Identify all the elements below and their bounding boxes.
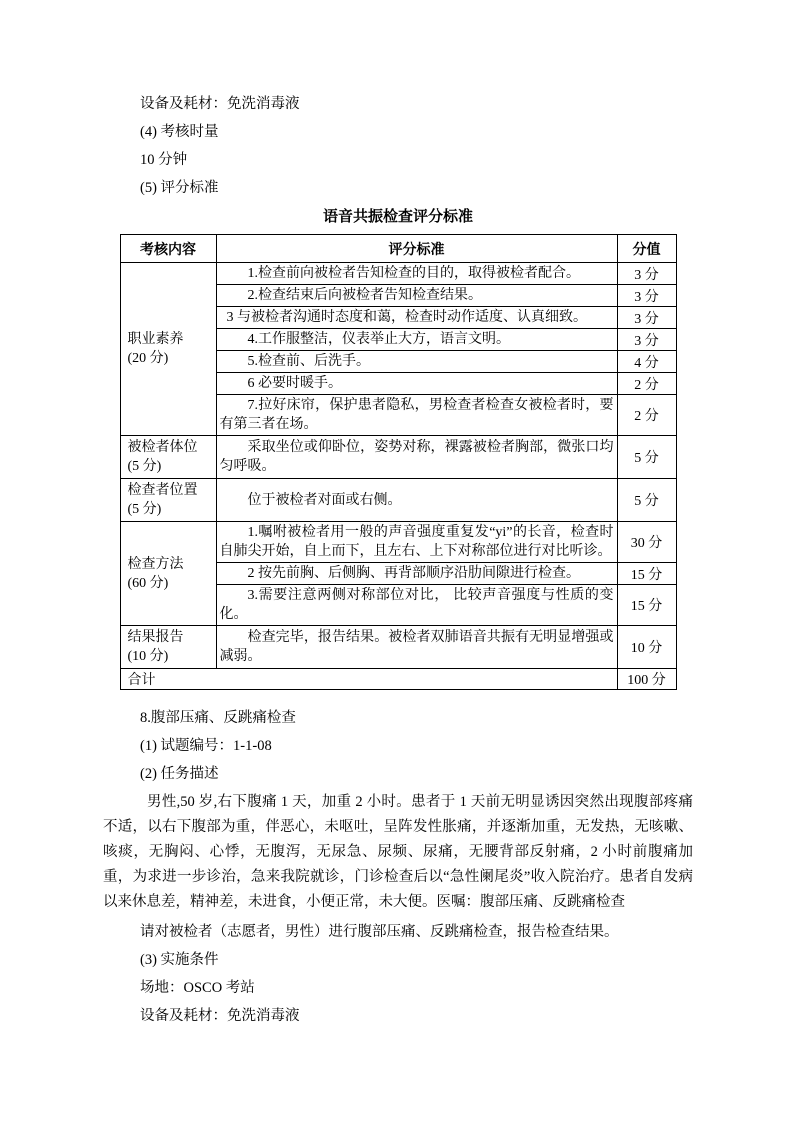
item-2-line: (2) 任务描述: [140, 766, 219, 782]
criteria-cell: 2 按先前胸、后侧胸、再背部顺序沿肋间隙进行检查。: [216, 563, 617, 585]
section-8-heading: 8.腹部压痛、反跳痛检查: [140, 710, 296, 726]
criteria-cell: 1.嘱咐被检者用一般的声音强度重复发“yi”的长音，检查时自肺尖开始，自上而下，且左右、上下对称部位进行对比听诊。: [216, 522, 617, 563]
criteria-cell: 位于被检者对面或右侧。: [216, 479, 617, 522]
total-score: 100 分: [617, 669, 676, 690]
table-row: [120, 522, 676, 563]
category-name: 检查方法: [127, 556, 184, 572]
document-content: [103, 92, 693, 1032]
category-cell-subject-position: [120, 436, 216, 479]
category-name: 职业素养: [127, 332, 184, 347]
category-name: 结果报告: [127, 630, 184, 645]
score-cell: 5 分: [617, 436, 676, 479]
item-5-heading: (5) 评分标准: [140, 180, 219, 196]
criteria-cell: 3 与被检者沟通时态度和蔼，检查时动作适度、认真细致。: [216, 307, 617, 329]
header-criteria: 评分标准: [216, 235, 617, 263]
criteria-cell: 6 必要时暖手。: [216, 373, 617, 395]
criteria-cell: 检查完毕，报告结果。被检者双肺语音共振有无明显增强或减弱。: [216, 626, 617, 669]
category-name: 检查者位置: [127, 483, 198, 498]
category-name: 被检者体位: [127, 440, 198, 455]
task-request-line: 请对被检者（志愿者，男性）进行腹部压痛、反跳痛检查，报告检查结果。: [140, 924, 619, 940]
criteria-cell: 采取坐位或仰卧位，姿势对称，裸露被检者胸部，微张口均匀呼吸。: [216, 436, 617, 479]
criteria-cell: 5.检查前、后洗手。: [216, 351, 617, 373]
category-cell-examiner-position: [120, 479, 216, 522]
item-1-line: (1) 试题编号：1-1-08: [140, 738, 272, 754]
item-3-line: (3) 实施条件: [140, 952, 219, 968]
table-row: [120, 436, 676, 479]
score-cell: 5 分: [617, 479, 676, 522]
total-label: 合计: [120, 669, 617, 690]
criteria-cell: 2.检查结束后向被检者告知检查结果。: [216, 285, 617, 307]
score-cell: 3 分: [617, 307, 676, 329]
equipment-line-2: 设备及耗材：免洗消毒液: [140, 1008, 300, 1024]
category-score: (60 分): [127, 575, 169, 591]
criteria-cell: 7.拉好床帘，保护患者隐私，男检查者检查女被检者时，要有第三者在场。: [216, 395, 617, 436]
score-cell: 2 分: [617, 395, 676, 436]
table-header-row: [120, 235, 676, 263]
score-cell: 15 分: [617, 585, 676, 626]
category-score: (5 分): [127, 502, 162, 517]
venue-line: 场地：OSCO 考站: [140, 980, 255, 996]
criteria-cell: 1.检查前向被检者告知检查的目的，取得被检者配合。: [216, 263, 617, 285]
score-cell: 3 分: [617, 285, 676, 307]
table-row: [120, 479, 676, 522]
category-cell-exam-method: [120, 522, 216, 626]
category-cell-result-report: [120, 626, 216, 669]
category-score: (10 分): [127, 649, 169, 664]
score-cell: 10 分: [617, 626, 676, 669]
category-score: (5 分): [127, 459, 162, 474]
table-row: [120, 263, 676, 285]
score-cell: 15 分: [617, 563, 676, 585]
category-score: (20 分): [127, 351, 169, 366]
equipment-line: 设备及耗材：免洗消毒液: [140, 96, 300, 112]
header-assess-content: 考核内容: [120, 235, 216, 263]
category-cell-professionalism: [120, 263, 216, 436]
header-score: 分值: [617, 235, 676, 263]
criteria-cell: 4.工作服整洁，仪表举止大方，语言文明。: [216, 329, 617, 351]
score-cell: 2 分: [617, 373, 676, 395]
table-total-row: [120, 669, 676, 690]
item-4-heading: (4) 考核时量: [140, 124, 219, 140]
criteria-cell: 3.需要注意两侧对称部位对比， 比较声音强度与性质的变化。: [216, 585, 617, 626]
score-cell: 4 分: [617, 351, 676, 373]
score-cell: 3 分: [617, 263, 676, 285]
table-row: [120, 626, 676, 669]
score-cell: 30 分: [617, 522, 676, 563]
score-cell: 3 分: [617, 329, 676, 351]
section-8: [103, 706, 693, 1029]
score-table-title: 语音共振检查评分标准: [322, 209, 473, 225]
case-description: 男性,50 岁,右下腹痛 1 天，加重 2 小时。患者于 1 天前无明显诱因突然出现腹部疼痛不适，以右下腹部为重，伴恶心，未呕吐，呈阵发性胀痛，并逐渐加重，无发热，无咳嗽、咳痰，无胸闷、心悸，无腹泻，无尿急、尿频、尿痛，无腰背部反射痛，2 小时前腹痛加重，为求进一步诊治，急来我院就诊，门诊检查后以“急性阑尾炎”收入院治疗。患者自发病以来休息差，精神差，未进食，小便正常，未大便。医嘱：腹部压痛、反跳痛检查: [103, 794, 693, 910]
duration-line: 10 分钟: [140, 152, 188, 168]
score-table: [120, 234, 677, 690]
